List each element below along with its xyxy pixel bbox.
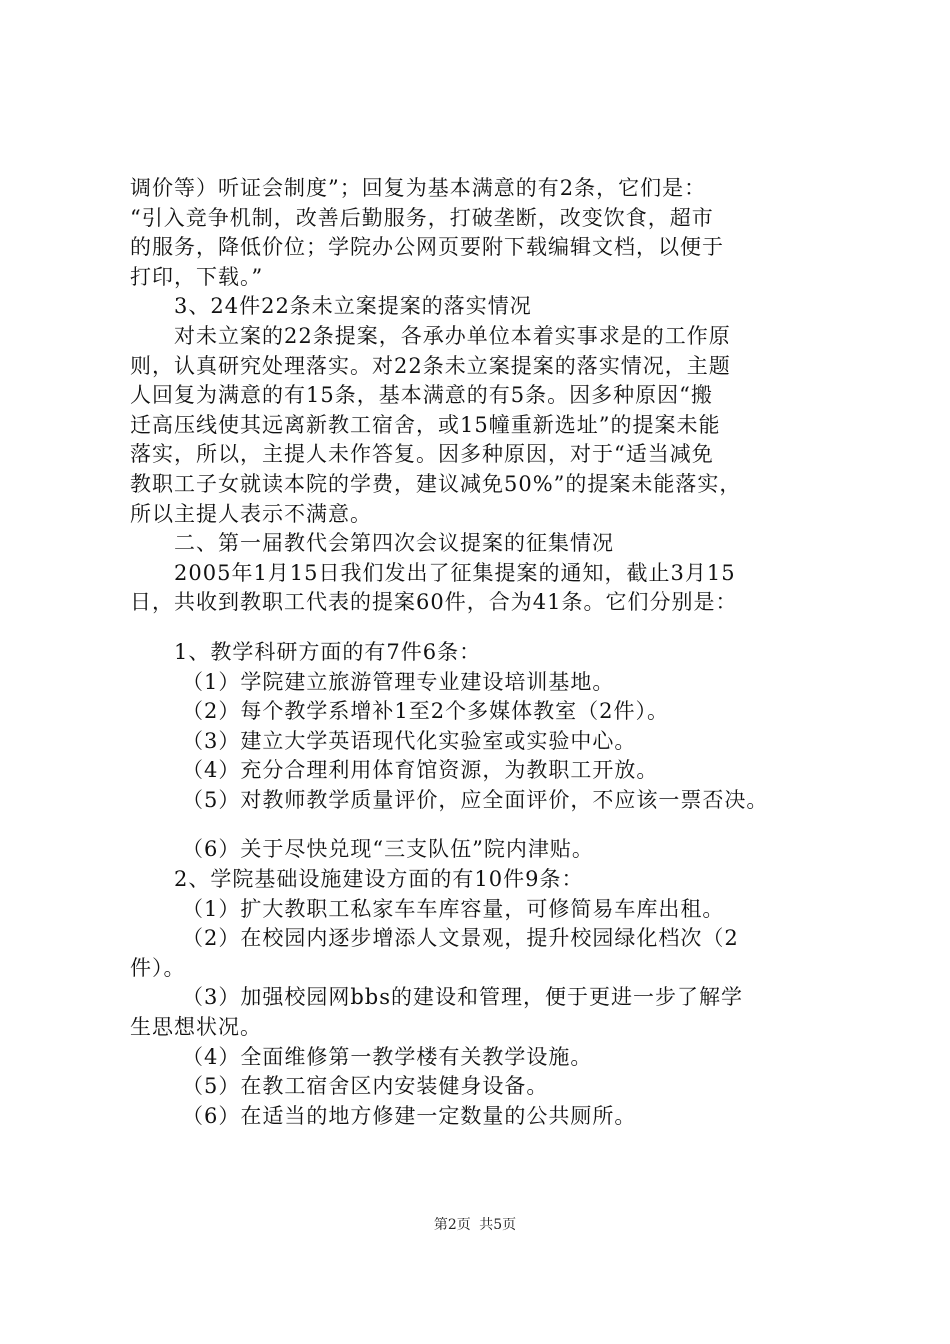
blank-line — [130, 618, 830, 638]
list-item: （2）每个教学系增补1至2个多媒体教室（2件）。 — [182, 699, 669, 724]
document-body — [130, 174, 830, 1131]
list-item: （4）全面维修第一教学楼有关教学设施。 — [182, 1044, 593, 1069]
page-footer — [0, 1215, 950, 1235]
paragraph-line: 落实，所以，主提人未作答复。因多种原因，对于“适当减免 — [130, 442, 714, 467]
list-item: （2）在校园内逐步增添人文景观，提升校园绿化档次（2 — [182, 926, 739, 951]
paragraph-line: 所以主提人表示不满意。 — [130, 501, 372, 526]
paragraph-line: “引入竞争机制，改善后勤服务，打破垄断，改变饮食，超市 — [130, 205, 714, 230]
list-item: （5）对教师教学质量评价，应全面评价，不应该一票否决。 — [182, 787, 769, 812]
list-item: （3）加强校园网bbs的建设和管理，便于更进一步了解学 — [182, 985, 744, 1010]
list-item-continuation: 生思想状况。 — [130, 1015, 262, 1040]
section-heading: 二、第一届教代会第四次会议提案的征集情况 — [174, 531, 614, 556]
list-item-continuation: 件）。 — [130, 955, 186, 980]
paragraph-line: 则，认真研究处理落实。对22条未立案提案的落实情况，主题 — [130, 353, 731, 378]
list-item: （1）扩大教职工私家车车库容量，可修简易车库出租。 — [182, 896, 725, 921]
paragraph-line: 人回复为满意的有15条，基本满意的有5条。因多种原因“搬 — [130, 383, 713, 408]
paragraph-line: 日，共收到教职工代表的提案60件，合为41条。它们分别是： — [130, 590, 738, 615]
paragraph-line: 的服务，降低价位；学院办公网页要附下载编辑文档，以便于 — [130, 235, 724, 260]
section-heading: 1、教学科研方面的有7件6条： — [174, 639, 482, 664]
page-total: 共5页 — [479, 1217, 517, 1233]
page-number: 第2页 — [433, 1217, 471, 1233]
paragraph-line: 对未立案的22条提案，各承办单位本着实事求是的工作原 — [174, 323, 731, 348]
list-item: （4）充分合理利用体育馆资源，为教职工开放。 — [182, 758, 659, 783]
section-heading: 3、24件22条未立案提案的落实情况 — [174, 294, 532, 319]
list-item: （3）建立大学英语现代化实验室或实验中心。 — [182, 728, 637, 753]
section-heading: 2、学院基础设施建设方面的有10件9条： — [174, 867, 584, 892]
list-item: （6）在适当的地方修建一定数量的公共厕所。 — [182, 1103, 637, 1128]
list-item: （6）关于尽快兑现“三支队伍”院内津贴。 — [182, 837, 594, 862]
paragraph-line: 迁高压线使其远离新教工宿舍，或15幢重新选址”的提案未能 — [130, 412, 721, 437]
list-item: （5）在教工宿舍区内安装健身设备。 — [182, 1074, 549, 1099]
paragraph-line: 2005年1月15日我们发出了征集提案的通知，截止3月15 — [174, 560, 736, 585]
paragraph-line: 教职工子女就读本院的学费，建议减免50%”的提案未能落实， — [130, 471, 742, 496]
paragraph-line: 调价等）听证会制度”；回复为基本满意的有2条，它们是： — [130, 176, 707, 200]
paragraph-line: 打印，下载。” — [130, 264, 264, 289]
blank-line — [130, 815, 830, 835]
list-item: （1）学院建立旅游管理专业建设培训基地。 — [182, 669, 615, 694]
